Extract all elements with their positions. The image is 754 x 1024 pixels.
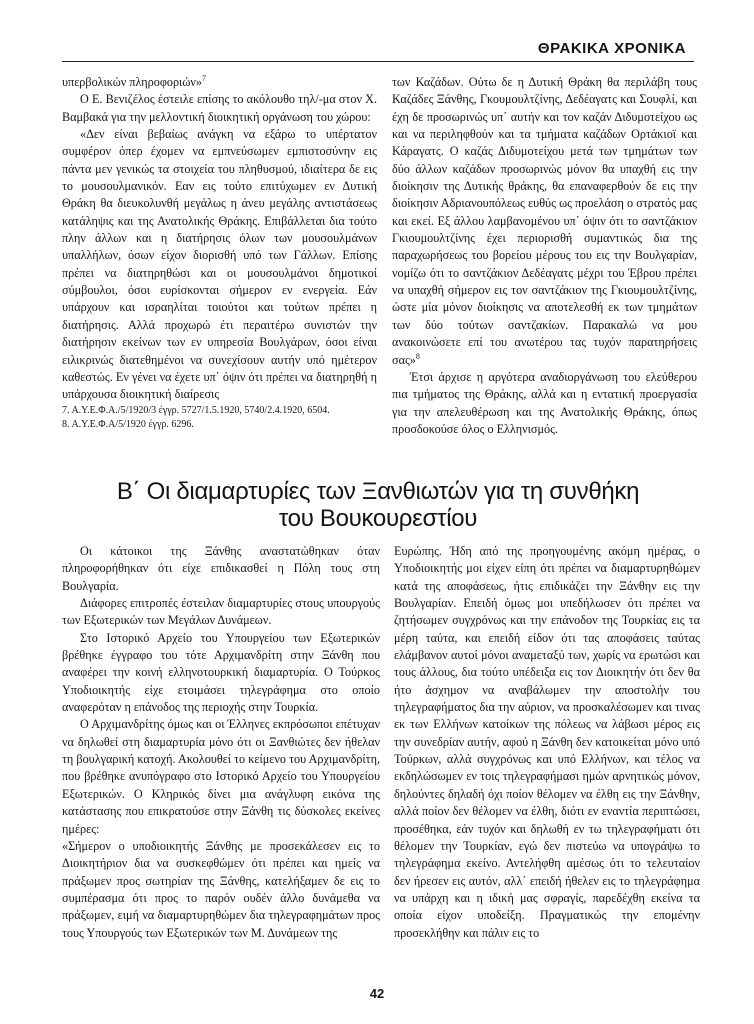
running-header	[62, 40, 694, 62]
page-number: 42	[369, 986, 385, 1001]
header-rule	[62, 61, 694, 62]
column-top-right	[392, 74, 697, 438]
footnote-ref: 8	[415, 351, 420, 361]
paragraph: Οι κάτοικοι της Ξάνθης αναστατώθηκαν όταν πληροφορήθηκαν ότι είχε επιδικασθεί η Πόλη τους στη Βουλγαρία.	[62, 544, 380, 593]
paragraph-text: υπερβολικών πληροφοριών»	[62, 75, 202, 89]
paragraph	[62, 74, 377, 91]
footnote-ref: 7	[201, 73, 206, 83]
paragraph: Διάφορες επιτροπές έστειλαν διαμαρτυρίες στους υπουργούς των Εξωτερικών των Μεγάλων Δυνάμεων.	[62, 596, 380, 628]
footnote-7: 7. Α.Υ.Ε.Φ.Α./5/1920/3 έγγρ. 5727/1.5.1920, 5740/2.4.1920, 6504.	[62, 404, 330, 416]
footnote-8: 8. Α.Υ.Ε.Φ.Α/5/1920 έγγρ. 6296.	[62, 418, 194, 430]
paragraph	[392, 74, 697, 369]
section-heading	[62, 478, 694, 532]
paragraph: Ο Ε. Βενιζέλος έστειλε επίσης το ακόλουθο τηλ/-μα στον Χ. Βαμβακά για την μελλοντική διοικητική οργάνωση του χώρου:	[62, 92, 377, 124]
journal-title: ΘΡΑΚΙΚΑ ΧΡΟΝΙΚΑ	[537, 40, 686, 57]
quoted-telegram: «Δεν είναι βεβαίως ανάγκη να εξάρω το υπέρτατον συμφέρον όπερ έχομεν να εμπνεύσωμεν εμπιστοσύνην εις πάντα μεν γενικώς τα στοιχεία του πληθυσμού, ιδιαίτερα δε εις το μουσουλμανικόν. Εαν εις τούτο επιτύχωμεν εν Δυτική Θράκη θα διευκολυνθή μεγάλως η άνευ μεγάλης αντιστάσεως κατάληψις και της Ανατολικής Θράκης. Επιβάλλεται δια τούτο πλην άλλων και η διατήρησις όλων των μουσουλμάνων υπαλλήλων, όσων είχον διορισθή υπό των Γάλλων. Επίσης πρέπει να διατηρηθώσι και οι μουσουλμάνοι δημοτικοί σύμβουλοι, όσοι ευρίσκονται σήμερον εν ενεργεία. Εάν υπάρχουν και ισραηλίται τοιούτοι και τούτων πρέπει η διατήρησις. Αλλά προχωρώ έτι περαιτέρω συνιστών την διατήρησιν εκείνων των εν υπηρεσία Βουλγάρων, όσοι είναι ειλικρινώς διατεθημένοι να συνεχίσουν αυτήν υπό ημέτερον καθεστώς. Εν γένει να έχετε υπ΄ όψιν ότι πρέπει να διατηρηθή η υπάρχουσα διοικητική διαίρεσις	[62, 127, 377, 402]
column-bottom-left	[62, 543, 380, 942]
paragraph-text: των Καζάδων. Ούτω δε η Δυτική Θράκη θα περιλάβη τους Καζάδες Ξάνθης, Γκουμουλτζίνης, Δεδέαγατς και Σουφλί, και έχη δε προσωρινώς υπ΄ αυτήν και τον καζάν Διδυμοτείχου ως και να περιληφθούν και τα τμήματα καζάδων Ορτάκιοϊ και Κάραγατς. Ο καζάς Διδυμοτείχου μετά των τμημάτων των δύο άλλων καζάδων προσωρινώς μόνον θα υπαχθή εις την διοίκησιν της Δυτικής θράκης, θα επαναφερθούν δε εις την διοίκησιν Αδριανουπόλεως ευθύς ως προελάση ο στρατός μας και εκεί. Εξ άλλου λαμβανομένου υπ΄ όψιν ότι το σαντζάκιον Γκιουμουλτζίνης έχει περιορισθή συμαντικώς δια της παραχωρήσεως του βορείου μέρους του εις την Βουλγαρίαν, νομίζω ότι το σαντζάκιον Δεδέαγατς μέχρι του Έβρου πρέπει να υπαχθή σήμερον εις τον σαντζάκιον της Γκιουμουλτζίνης, ώστε μία μόνον διοίκησις να αποτελεσθή εκ των τμημάτων των δύο τούτων σαντζακίων. Παρακαλώ να μου ανακοινώσετε επί του ανωτέρου τας τυχόν παρατηρήσεις σας»	[392, 75, 697, 367]
section-heading-line-1: Β΄ Οι διαμαρτυρίες των Ξανθιωτών για τη συνθήκη	[116, 478, 640, 505]
quoted-letter: «Σήμερον ο υποδιοικητής Ξάνθης με προσεκάλεσεν εις το Διοικητήριον δια να συσκεφθώμεν ότι πρέπει και ημείς να πράξωμεν προς σωτηρίαν της Ξάνθης, κατελήξαμεν δε εις το συμπέρασμα ότι προς το παρόν ουδέν άλλο δυνάμεθα να πράξωμεν, ειμή να διαμαρτυρηθώμεν δια τηλεγραφημάτων προς τους Υπουργούς των Εξωτερικών των Μ. Δυνάμεων της	[62, 838, 380, 940]
section-heading-line-2: του Βουκουρεστίου	[278, 505, 478, 532]
paragraph: Έτσι άρχισε η αργότερα αναδιοργάνωση του ελεύθερου πια τμήματος της Θράκης, αλλά και η εντατική προεργασία για την απελευθέρωση και της Ανατολικής Θράκης, όπως προσδοκούσε όλος ο Ελληνισμός.	[392, 369, 697, 436]
paragraph: Στο Ιστορικό Αρχείο του Υπουργείου των Εξωτερικών βρέθηκε έγγραφο του τότε Αρχιμανδρίτη στην Ξάνθη που αναφέρει την κοινή ελληνοτουρκική διαμαρτυρία. Ο Τούρκος Υποδιοικητής είχε ετοιμάσει τηλεγράφημα στο οποίο αναφερόταν η επάνοδος της περιοχής στην Τουρκία.	[62, 630, 380, 715]
column-top-left	[62, 74, 377, 432]
quoted-letter-continued: Ευρώπης. Ήδη από της προηγουμένης ακόμη ημέρας, ο Υποδιοικητής μοι είχεν είπη ότι πρέπει να διαμαρτυρηθώμεν κατά της αποφάσεως, ήτις επιδικάζει την Ξάνθην εις την Βουλγαρίαν. Επειδή όμως μοι υπεδήλωσεν ότι πρέπει να ζητήσωμεν συγχρόνως και την επάνοδον της Τουρκίας εις τα μέρη ταύτα, και επειδή είδον ότι τας αποφάσεις ταύτας ελάμβανον αυτοί μόνοι αναμεταξύ των, χωρίς να ερωτώσι και τους άλλους, δια τούτο υπέδειξα εις τον Διοικητήν ότι δεν θα ήτο άσχημον να αναβάλωμεν την αποστολήν του τηλεγραφήματος δια την αύριον, να προσκαλέσωμεν και τινας εκ των Ελλήνων κατοίκων της πόλεως να λάβωσι μέρος εις την συνεδρίαν αυτήν, αφού η Ξάνθη δεν κατοικείται μόνο υπό Τούρκων, αλλά συγχρόνως και υπό Ελλήνων, και τέλος να εκδηλώσωμεν εν τοις τηλεγραφήμασι ημών αρνητικώς μόνον, δηλούντες δηλαδή όχι ποίον θέλομεν να έλθη εις την Ξάνθην, αλλά ποίον δεν θέλομεν να έλθη, διότι εν εναντία περιπτώσει, προσέθηκα, εάν τυχόν και δηλωθή εν τω τηλεγραφήματι ότι θέλομεν την Τουρκίαν, εγώ δεν πιστεύω να υπογράψω το τηλεγράφημα εκείνο. Αντελήφθη αμέσως ότι το τελευταίον δεν ήρεσεν εις αυτόν, αλλ΄ επειδή ήθελεν εις το τηλεγράφημα να υπάρχη και η ιδική μας σφραγίς, παρεδέχθη εκείνα τα οποία είχον υποδείξη. Πραγματικώς την επομένην προσεκλήθην και πάλιν εις το	[394, 544, 700, 940]
paragraph: Ο Αρχιμανδρίτης όμως και οι Έλληνες εκπρόσωποι επέτυχαν να δηλωθεί στη διαμαρτυρία μόνο ότι οι Ξανθιώτες δεν ήθελαν τη βουλγαρική κατοχή. Ακολουθεί το κείμενο του Αρχιμανδρίτη, που βρέθηκε ανυπόγραφο στο Ιστορικό Αρχείο του Υπουργείου Εξωτερικών. Ο Κληρικός δίνει μια ανάγλυφη εικόνα της κατάστασης που επικρατούσε στην Ξάνθη τις δύσκολες εκείνες ημέρες:	[62, 717, 380, 836]
column-bottom-right	[394, 543, 700, 942]
